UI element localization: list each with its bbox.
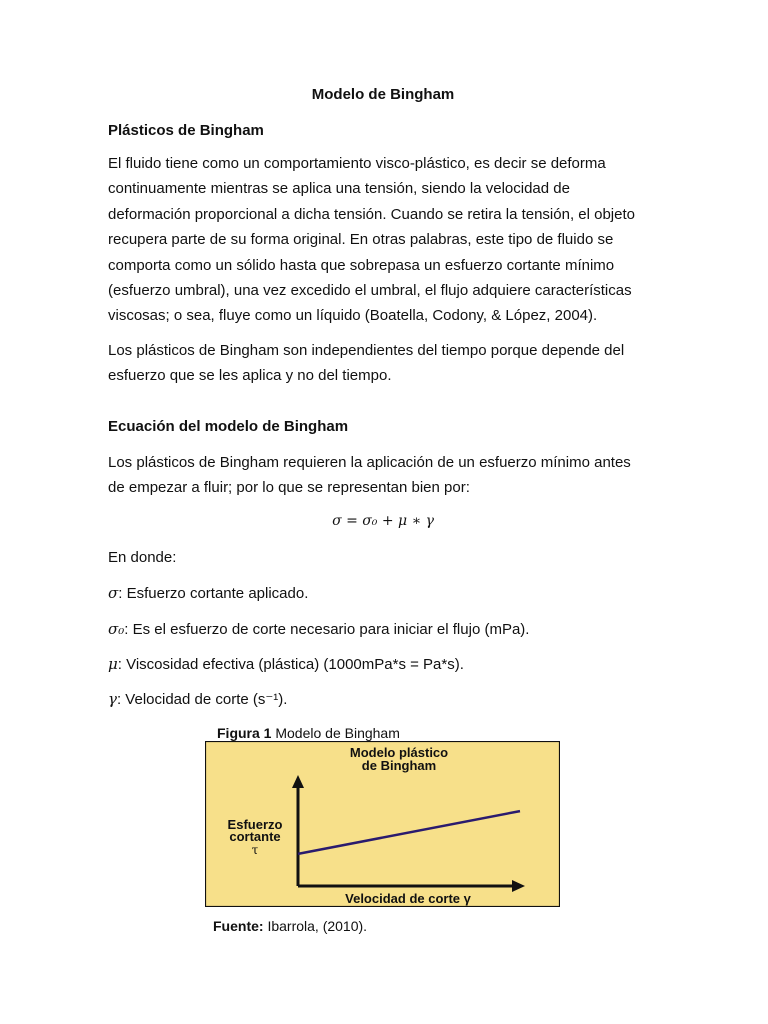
figure-caption — [217, 725, 400, 741]
source-label: Fuente: — [213, 918, 264, 934]
paragraph-2-line: Los plásticos de Bingham son independientes del tiempo porque depende del — [108, 342, 625, 359]
paragraph-1-line: recupera parte de su forma original. En otras palabras, este tipo de fluido se — [108, 231, 614, 249]
figure-caption-label: Figura 1 — [217, 725, 272, 741]
definition-text: : Velocidad de corte (s⁻¹). — [116, 691, 288, 708]
definition-mu — [108, 655, 464, 673]
symbol-mu: μ — [108, 655, 118, 673]
figure-title-line-1: Modelo plástico — [349, 745, 449, 760]
bingham-figure — [205, 741, 560, 907]
figure-caption-text: Modelo de Bingham — [271, 725, 400, 741]
symbol-gamma: γ — [108, 690, 117, 708]
paragraph-1-line: viscosas; o sea, fluye como un líquido (Boatella, Codony, & López, 2004). — [108, 307, 598, 325]
paragraph-1-line: (esfuerzo umbral), una vez excedido el umbral, el flujo adquiere características — [108, 282, 632, 300]
section-heading-ecuacion: Ecuación del modelo de Bingham — [108, 418, 349, 435]
paragraph-1-line: continuamente mientras se aplica una tensión, siendo la velocidad de — [108, 180, 570, 198]
definition-text: : Esfuerzo cortante aplicado. — [118, 585, 309, 602]
en-donde-label: En donde: — [108, 549, 177, 566]
paragraph-3 — [108, 450, 658, 501]
paragraph-2 — [108, 338, 658, 389]
section-heading-plasticos: Plásticos de Bingham — [108, 122, 264, 139]
paragraph-1-line: deformación proporcional a dicha tensión. Cuando se retira la tensión, el objeto — [108, 205, 635, 223]
definition-text: : Es el esfuerzo de corte necesario para iniciar el flujo (mPa). — [124, 621, 530, 638]
paragraph-3-line: de empezar a fluir; por lo que se representan bien por: — [108, 479, 470, 497]
paragraph-1-line: El fluido tiene como un comportamiento visco-plástico, es decir se deforma — [108, 155, 606, 172]
figure-source — [213, 918, 367, 934]
definition-gamma — [108, 690, 287, 708]
symbol-sigma-zero: σ₀ — [108, 620, 125, 638]
document-title: Modelo de Bingham — [311, 86, 455, 103]
x-axis-label: Velocidad de corte γ — [345, 891, 471, 906]
symbol-sigma: σ — [108, 584, 119, 602]
paragraph-1 — [108, 151, 658, 329]
definition-sigma — [108, 584, 308, 602]
y-axis-label-line-2: cortante — [229, 829, 281, 844]
paragraph-3-line: Los plásticos de Bingham requieren la aplicación de un esfuerzo mínimo antes — [108, 454, 631, 471]
bingham-formula: σ = σ₀ + μ ∗ γ — [332, 513, 434, 529]
y-axis-symbol: τ — [251, 843, 259, 857]
definition-text: : Viscosidad efectiva (plástica) (1000mPa*s = Pa*s). — [117, 656, 464, 673]
figure-title-line-2: de Bingham — [361, 758, 437, 773]
source-text: Ibarrola, (2010). — [263, 918, 368, 934]
y-axis-label-line-1: Esfuerzo — [227, 817, 283, 832]
definition-sigma-zero — [108, 620, 529, 638]
paragraph-1-line: comporta como un sólido hasta que sobrepasa un esfuerzo cortante mínimo — [108, 256, 615, 274]
paragraph-2-line: esfuerzo que se les aplica y no del tiempo. — [108, 367, 392, 385]
